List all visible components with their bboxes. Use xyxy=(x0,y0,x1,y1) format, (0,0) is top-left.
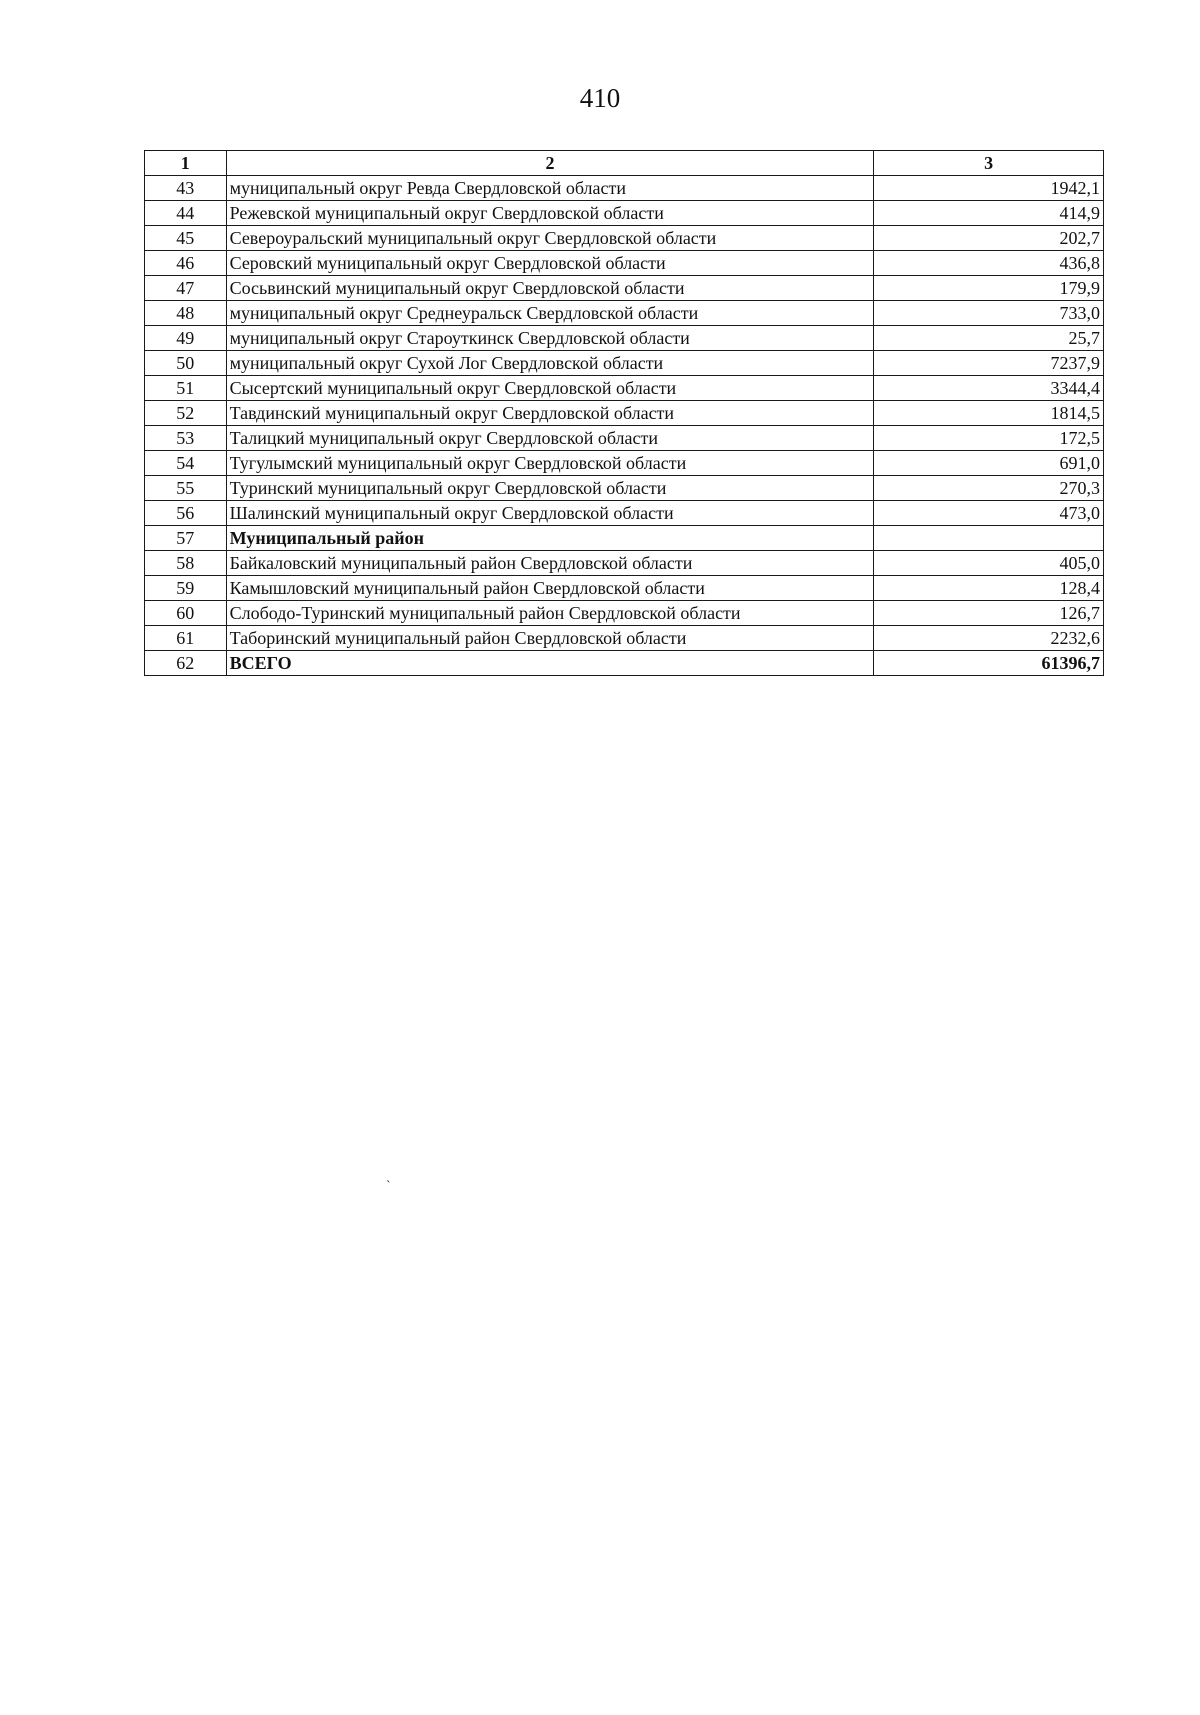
row-name: Тавдинский муниципальный округ Свердловской области xyxy=(226,401,874,426)
table-header-row xyxy=(145,151,1104,176)
row-number: 52 xyxy=(145,401,227,426)
row-value: 61396,7 xyxy=(874,651,1104,676)
row-value: 126,7 xyxy=(874,601,1104,626)
row-name: Камышловский муниципальный район Свердловской области xyxy=(226,576,874,601)
table-body xyxy=(145,176,1104,676)
row-number: 62 xyxy=(145,651,227,676)
page-number: 410 xyxy=(579,83,621,113)
table-row xyxy=(145,376,1104,401)
table-row xyxy=(145,451,1104,476)
table-row xyxy=(145,501,1104,526)
row-name: муниципальный округ Среднеуральск Свердловской области xyxy=(226,301,874,326)
row-number: 51 xyxy=(145,376,227,401)
row-number: 61 xyxy=(145,626,227,651)
table-row xyxy=(145,226,1104,251)
row-value: 436,8 xyxy=(874,251,1104,276)
table-row xyxy=(145,601,1104,626)
row-number: 53 xyxy=(145,426,227,451)
row-value: 733,0 xyxy=(874,301,1104,326)
table-row xyxy=(145,351,1104,376)
row-name: Тугулымский муниципальный округ Свердловской области xyxy=(226,451,874,476)
row-name: ВСЕГО xyxy=(226,651,874,676)
row-name: Шалинский муниципальный округ Свердловской области xyxy=(226,501,874,526)
row-value: 25,7 xyxy=(874,326,1104,351)
row-value: 1942,1 xyxy=(874,176,1104,201)
row-name: Муниципальный район xyxy=(226,526,874,551)
table-row xyxy=(145,276,1104,301)
row-value: 473,0 xyxy=(874,501,1104,526)
row-value: 2232,6 xyxy=(874,626,1104,651)
table-row xyxy=(145,626,1104,651)
row-value: 1814,5 xyxy=(874,401,1104,426)
row-number: 60 xyxy=(145,601,227,626)
row-value: 128,4 xyxy=(874,576,1104,601)
column-header-number: 1 xyxy=(145,151,227,176)
row-name: Талицкий муниципальный округ Свердловской области xyxy=(226,426,874,451)
row-name: Североуральский муниципальный округ Свердловской области xyxy=(226,226,874,251)
row-number: 44 xyxy=(145,201,227,226)
row-value: 179,9 xyxy=(874,276,1104,301)
table-row xyxy=(145,401,1104,426)
row-number: 50 xyxy=(145,351,227,376)
row-number: 43 xyxy=(145,176,227,201)
row-number: 45 xyxy=(145,226,227,251)
row-value xyxy=(874,526,1104,551)
table-row xyxy=(145,576,1104,601)
row-value: 405,0 xyxy=(874,551,1104,576)
row-name: Режевской муниципальный округ Свердловской области xyxy=(226,201,874,226)
table-row xyxy=(145,301,1104,326)
row-name: муниципальный округ Староуткинск Свердловской области xyxy=(226,326,874,351)
row-value: 270,3 xyxy=(874,476,1104,501)
row-name: Серовский муниципальный округ Свердловской области xyxy=(226,251,874,276)
row-name: муниципальный округ Сухой Лог Свердловской области xyxy=(226,351,874,376)
table-row xyxy=(145,476,1104,501)
stray-mark: ` xyxy=(386,1179,391,1194)
row-value: 691,0 xyxy=(874,451,1104,476)
row-number: 47 xyxy=(145,276,227,301)
table-row xyxy=(145,526,1104,551)
row-name: Таборинский муниципальный район Свердловской области xyxy=(226,626,874,651)
row-number: 58 xyxy=(145,551,227,576)
table-row xyxy=(145,251,1104,276)
table-row xyxy=(145,551,1104,576)
row-value: 7237,9 xyxy=(874,351,1104,376)
row-value: 414,9 xyxy=(874,201,1104,226)
row-name: Сысертский муниципальный округ Свердловской области xyxy=(226,376,874,401)
row-value: 202,7 xyxy=(874,226,1104,251)
allocation-table xyxy=(144,150,1104,676)
row-name: муниципальный округ Ревда Свердловской области xyxy=(226,176,874,201)
row-number: 54 xyxy=(145,451,227,476)
table-row xyxy=(145,176,1104,201)
table-row xyxy=(145,426,1104,451)
row-number: 49 xyxy=(145,326,227,351)
row-value: 172,5 xyxy=(874,426,1104,451)
column-header-name: 2 xyxy=(226,151,874,176)
table-row xyxy=(145,201,1104,226)
row-number: 46 xyxy=(145,251,227,276)
row-name: Слободо-Туринский муниципальный район Свердловской области xyxy=(226,601,874,626)
row-name: Сосьвинский муниципальный округ Свердловской области xyxy=(226,276,874,301)
row-number: 56 xyxy=(145,501,227,526)
row-value: 3344,4 xyxy=(874,376,1104,401)
row-number: 57 xyxy=(145,526,227,551)
row-number: 59 xyxy=(145,576,227,601)
row-number: 55 xyxy=(145,476,227,501)
column-header-value: 3 xyxy=(874,151,1104,176)
row-name: Туринский муниципальный округ Свердловской области xyxy=(226,476,874,501)
row-name: Байкаловский муниципальный район Свердловской области xyxy=(226,551,874,576)
row-number: 48 xyxy=(145,301,227,326)
table-row xyxy=(145,326,1104,351)
table-row xyxy=(145,651,1104,676)
